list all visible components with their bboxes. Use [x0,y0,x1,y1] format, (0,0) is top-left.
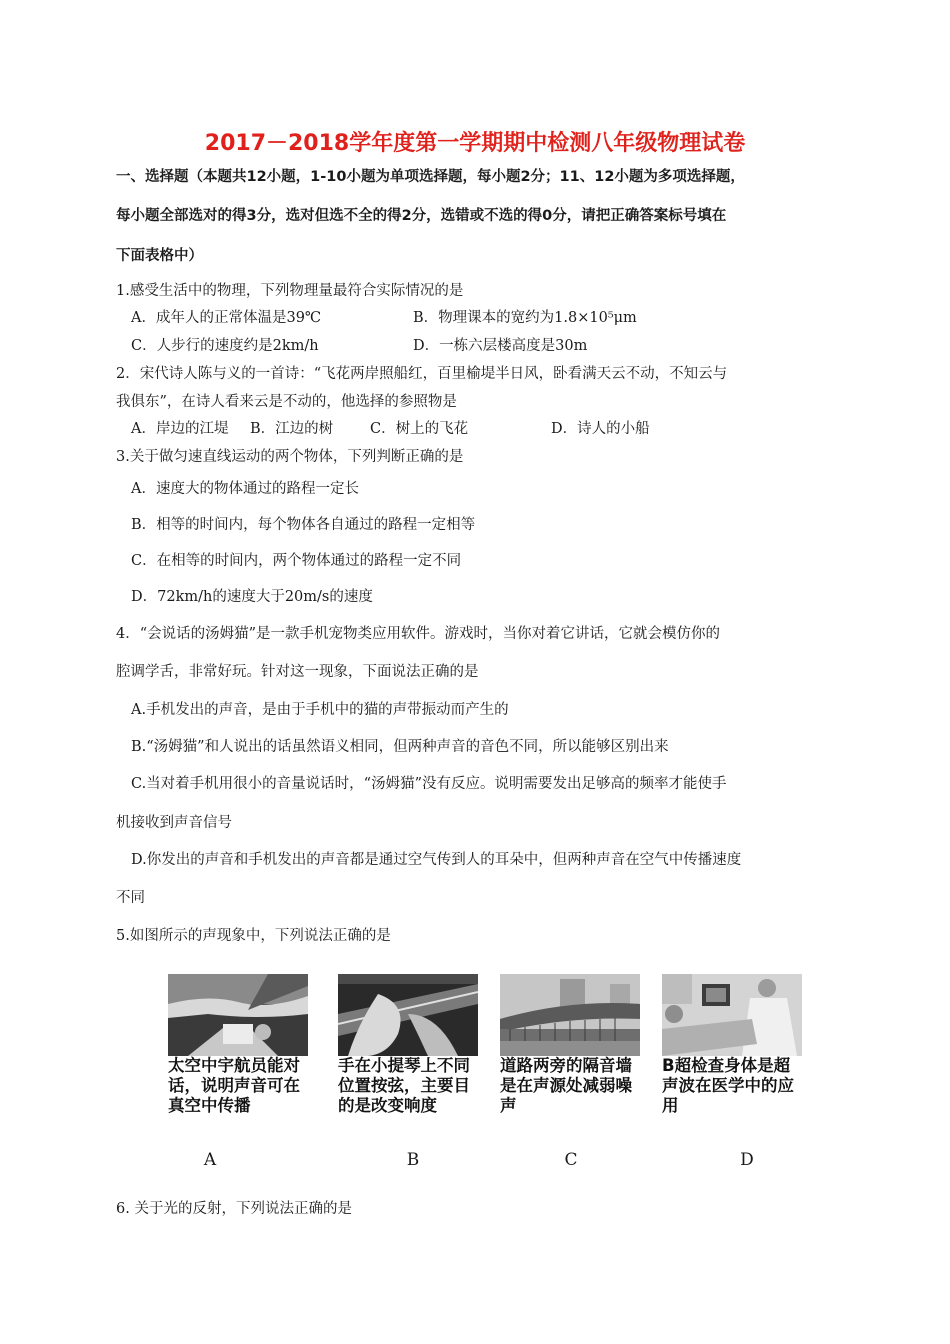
question-5-stem: 5.如图所示的声现象中，下列说法正确的是 [116,928,391,944]
exam-title: 2017－2018学年度第一学期期中检测八年级物理试卷 [204,131,746,156]
question-4-option-d-line2: 不同 [116,890,145,906]
question-1-option-b: B．物理课本的宽约为1.8×10⁵μm [413,310,637,326]
question-3-option-b: B．相等的时间内，每个物体各自通过的路程一定相等 [131,517,476,533]
question-1-stem: 1.感受生活中的物理，下列物理量最符合实际情况的是 [116,283,464,299]
figure-a-caption: 太空中宇航员能对话，说明声音可在真空中传播 [168,1056,300,1115]
figure-c-letter: C [564,1150,578,1170]
question-4-option-c-line1: C.当对着手机用很小的音量说话时，“汤姆猫”没有反应。说明需要发出足够高的频率才能使手 [131,776,727,792]
sound-barrier-photo [500,974,640,1056]
question-2-stem-line1: 2．宋代诗人陈与义的一首诗：“飞花两岸照船红，百里榆堤半日风，卧看满天云不动，不知云与 [116,366,728,382]
question-3-stem: 3.关于做匀速直线运动的两个物体，下列判断正确的是 [116,449,464,465]
question-1-option-d: D．一栋六层楼高度是30m [413,338,588,354]
astronaut-photo [168,974,308,1056]
question-4-option-d-line1: D.你发出的声音和手机发出的声音都是通过空气传到人的耳朵中，但两种声音在空气中传播速度 [131,852,742,868]
figure-d-caption: B超检查身体是超声波在医学中的应用 [662,1056,794,1115]
question-4-stem-line1: 4．“会说话的汤姆猫”是一款手机宠物类应用软件。游戏时，当你对着它讲话，它就会模仿你的 [116,626,721,642]
question-2-option-b: B．江边的树 [250,421,334,437]
question-2-stem-line2: 我俱东”，在诗人看来云是不动的，他选择的参照物是 [116,394,457,410]
question-3-option-a: A．速度大的物体通过的路程一定长 [131,481,359,497]
figure-b-letter: B [406,1150,420,1170]
question-3-option-d: D．72km/h的速度大于20m/s的速度 [131,589,373,605]
question-2-option-a: A．岸边的江堤 [131,421,229,437]
figure-a [168,974,308,1154]
question-1-option-a: A．成年人的正常体温是39℃ [131,310,322,326]
figure-b [338,974,478,1154]
question-4-option-b: B.“汤姆猫”和人说出的话虽然语义相同，但两种声音的音色不同，所以能够区别出来 [131,739,669,755]
question-2-option-d: D．诗人的小船 [551,421,650,437]
section-heading-line2: 每小题全部选对的得3分，选对但选不全的得2分，选错或不选的得0分，请把正确答案标号填在 [116,208,727,224]
question-4-option-c-line2: 机接收到声音信号 [116,815,232,831]
figure-d [662,974,802,1154]
question-2-option-c: C．树上的飞花 [370,421,469,437]
figure-d-letter: D [740,1150,754,1170]
section-heading-line1: 一、选择题（本题共12小题，1-10小题为单项选择题，每小题2分；11、12小题为多项选择题， [116,169,745,185]
question-1-option-c: C．人步行的速度约是2km/h [131,338,319,354]
question-6-stem: 6. 关于光的反射，下列说法正确的是 [116,1201,352,1217]
figure-b-caption: 手在小提琴上不同位置按弦，主要目的是改变响度 [338,1056,470,1115]
figure-a-letter: A [203,1150,217,1170]
ultrasound-photo [662,974,802,1056]
question-3-option-c: C．在相等的时间内，两个物体通过的路程一定不同 [131,553,462,569]
section-heading-line3: 下面表格中） [116,248,203,264]
figure-c [500,974,640,1154]
violin-photo [338,974,478,1056]
question-4-option-a: A.手机发出的声音，是由于手机中的猫的声带振动而产生的 [131,702,509,718]
question-4-stem-line2: 腔调学舌，非常好玩。针对这一现象，下面说法正确的是 [116,664,479,680]
figure-c-caption: 道路两旁的隔音墙是在声源处减弱噪声 [500,1056,632,1115]
